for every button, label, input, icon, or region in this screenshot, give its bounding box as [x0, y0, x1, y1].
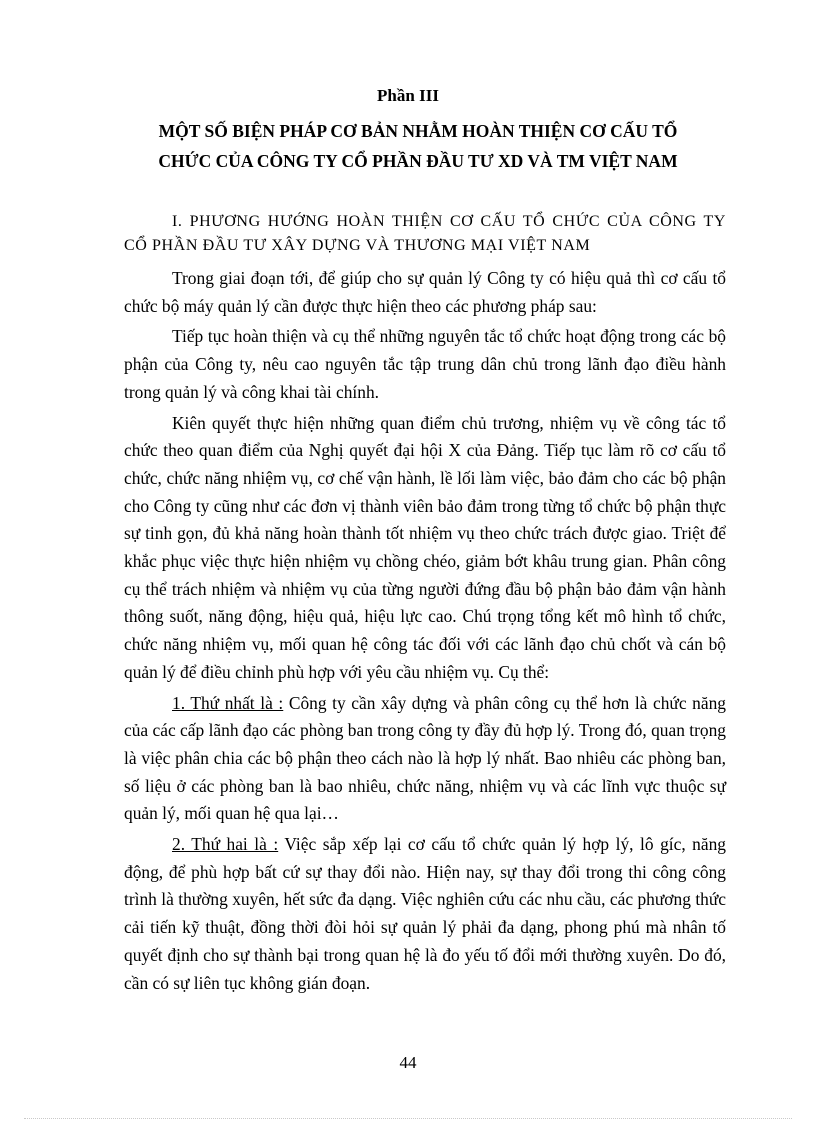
- numbered-item-1: [124, 690, 726, 829]
- page-bottom-divider: [24, 1118, 792, 1119]
- page-number: 44: [399, 1053, 417, 1072]
- item-2-text: Việc sắp xếp lại cơ cấu tổ chức quản lý hợp lý, lô gíc, năng động, để phù hợp bất cứ sự thay đổi nào. Hiện nay, sự thay đổi trong thi công công trình là thường xuyên, hết sức đa dạng. Việc nghiên cứu các nhu cầu, các phương thức cải tiến kỹ thuật, đồng thời đòi hỏi sự quản lý phải đa dạng, phong phú mà nhân tố quyết định cho sự thành bại trong quan hệ là đo yếu tố đổi mới thường xuyên. Do đó, cần có sự liên tục không gián đoạn.: [124, 834, 726, 993]
- chapter-title-line-2: CHỨC CỦA CÔNG TY CỔ PHẦN ĐẦU TƯ XD VÀ TM VIỆT NAM: [158, 151, 678, 171]
- paragraph: Kiên quyết thực hiện những quan điểm chủ trương, nhiệm vụ về công tác tổ chức theo quan điểm của Nghị quyết đại hội X của Đảng. Tiếp tục làm rõ cơ cấu tổ chức, chức năng nhiệm vụ, cơ chế vận hành, lề lối làm việc, bảo đảm cho các bộ phận cho Công ty cũng như các đơn vị thành viên bảo đảm trong từng tổ chức bộ phận thực sự tinh gọn, đủ khả năng hoàn thành tốt nhiệm vụ theo chức trách được giao. Triệt để khắc phục việc thực hiện nhiệm vụ chồng chéo, giảm bớt khâu trung gian. Phân công cụ thể trách nhiệm và nhiệm vụ của từng người đứng đầu bộ phận bảo đảm vận hành thông suốt, năng động, hiệu quả, hiệu lực cao. Chú trọng tổng kết mô hình tổ chức, chức năng nhiệm vụ, mối quan hệ công tác đối với các lãnh đạo chủ chốt và cán bộ quản lý để điều chỉnh phù hợp với yêu cầu nhiệm vụ. Cụ thể:: [124, 412, 726, 682]
- item-2-label: 2. Thứ hai là :: [172, 834, 279, 855]
- item-1-label: 1. Thứ nhất là :: [172, 692, 284, 713]
- body-text: [124, 265, 726, 997]
- part-label: Phần III: [377, 86, 439, 105]
- section-heading-text: I. PHƯƠNG HƯỚNG HOÀN THIỆN CƠ CẤU TỔ CHỨC CỦA CÔNG TY CỔ PHẦN ĐẦU TƯ XÂY DỰNG VÀ THƯƠNG MẠI VIỆT NAM: [124, 213, 726, 254]
- paragraph: Trong giai đoạn tới, để giúp cho sự quản lý Công ty có hiệu quả thì cơ cấu tổ chức bộ máy quản lý cần được thực hiện theo các phương pháp sau:: [124, 268, 726, 316]
- item-1-text: Công ty cần xây dựng và phân công cụ thể hơn là chức năng của các cấp lãnh đạo các phòng ban trong công ty đầy đủ hợp lý. Trong đó, quan trọng là việc phân chia các bộ phận theo cách nào là hợp lý nhất. Bao nhiêu các phòng ban, số liệu ở các phòng ban là bao nhiêu, chức năng, nhiệm vụ và các lĩnh vực thuộc sự quản lý, mối quan hệ qua lại…: [124, 692, 726, 824]
- chapter-title-line-1: MỘT SỐ BIỆN PHÁP CƠ BẢN NHẰM HOÀN THIỆN CƠ CẤU TỔ: [158, 121, 678, 141]
- paragraph: Tiếp tục hoàn thiện và cụ thể những nguyên tắc tổ chức hoạt động trong các bộ phận của Công ty, nêu cao nguyên tắc tập trung dân chủ trong lãnh đạo điều hành trong quản lý và công khai tài chính.: [124, 326, 726, 402]
- numbered-item-2: [124, 831, 726, 997]
- section-heading: [124, 210, 726, 258]
